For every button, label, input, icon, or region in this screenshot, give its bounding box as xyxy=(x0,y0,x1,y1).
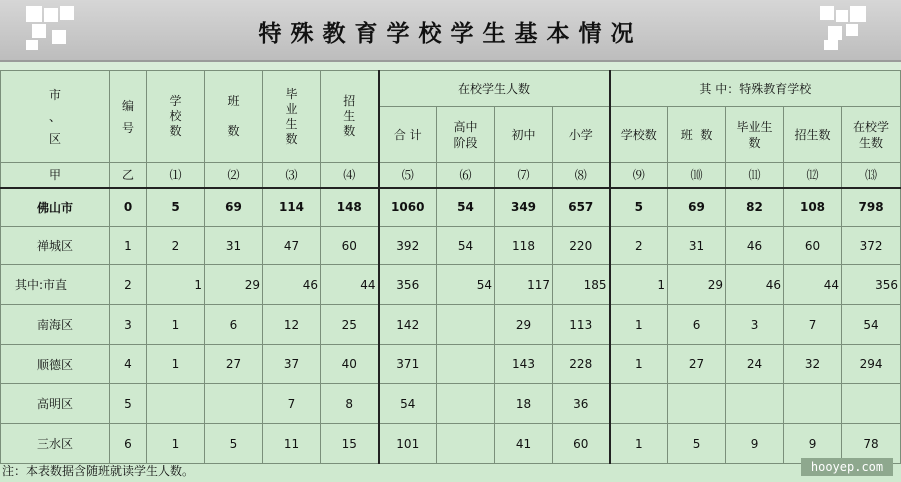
cell xyxy=(205,384,263,424)
cell: 5 xyxy=(147,188,205,227)
cell: 36 xyxy=(553,384,610,424)
cell: 54 xyxy=(437,188,495,227)
code-cell: ⑾ xyxy=(726,163,784,188)
cell: 2 xyxy=(610,227,668,265)
cell: 6 xyxy=(205,305,263,345)
cell: 44 xyxy=(321,265,379,305)
cell xyxy=(668,384,726,424)
code-cell: ⑼ xyxy=(610,163,668,188)
row-num: 4 xyxy=(110,345,147,384)
code-cell: ⒀ xyxy=(842,163,901,188)
cell xyxy=(437,424,495,464)
cell xyxy=(437,305,495,345)
cell: 54 xyxy=(437,265,495,305)
cell: 1 xyxy=(610,265,668,305)
cell: 12 xyxy=(263,305,321,345)
cell: 5 xyxy=(610,188,668,227)
cell: 371 xyxy=(379,345,437,384)
cell: 1 xyxy=(610,424,668,464)
cell: 60 xyxy=(784,227,842,265)
code-cell: ⑽ xyxy=(668,163,726,188)
table-row xyxy=(1,188,901,227)
title-banner xyxy=(0,0,901,62)
table-row xyxy=(1,265,901,305)
col-graduates: 毕 业 生 数 xyxy=(263,71,321,163)
cell: 220 xyxy=(553,227,610,265)
cell xyxy=(437,345,495,384)
col-classes: 班 数 xyxy=(205,71,263,163)
code-cell: 甲 xyxy=(1,163,110,188)
cell: 1060 xyxy=(379,188,437,227)
cell: 60 xyxy=(553,424,610,464)
cell: 27 xyxy=(668,345,726,384)
cell: 2 xyxy=(147,227,205,265)
row-num: 6 xyxy=(110,424,147,464)
cell: 8 xyxy=(321,384,379,424)
cell: 54 xyxy=(437,227,495,265)
header-row-1 xyxy=(1,71,901,107)
table-row xyxy=(1,384,901,424)
cell xyxy=(147,384,205,424)
cell: 41 xyxy=(495,424,553,464)
cell: 18 xyxy=(495,384,553,424)
cell: 32 xyxy=(784,345,842,384)
row-num: 0 xyxy=(110,188,147,227)
cell: 25 xyxy=(321,305,379,345)
watermark: hooyep.com xyxy=(801,458,893,476)
cell: 148 xyxy=(321,188,379,227)
code-cell: ⑷ xyxy=(321,163,379,188)
row-name: 其中:市直 xyxy=(1,265,110,305)
cell: 29 xyxy=(205,265,263,305)
footnote: 注：本表数据含随班就读学生人数。 xyxy=(2,464,195,478)
row-name: 高明区 xyxy=(1,384,110,424)
code-cell: 乙 xyxy=(110,163,147,188)
cell: 7 xyxy=(263,384,321,424)
cell: 1 xyxy=(147,305,205,345)
col-primary: 小学 xyxy=(553,107,610,163)
cell xyxy=(610,384,668,424)
cell: 82 xyxy=(726,188,784,227)
cell: 1 xyxy=(147,345,205,384)
cell: 69 xyxy=(668,188,726,227)
cell: 7 xyxy=(784,305,842,345)
row-name: 南海区 xyxy=(1,305,110,345)
col-total: 合 计 xyxy=(379,107,437,163)
code-cell: ⑶ xyxy=(263,163,321,188)
col-num: 编 号 xyxy=(110,71,147,163)
cell: 54 xyxy=(842,305,901,345)
cell: 44 xyxy=(784,265,842,305)
cell: 78 xyxy=(842,424,901,464)
cell: 24 xyxy=(726,345,784,384)
code-cell: ⑵ xyxy=(205,163,263,188)
cell: 143 xyxy=(495,345,553,384)
separator xyxy=(0,62,901,70)
cell: 108 xyxy=(784,188,842,227)
cell: 31 xyxy=(668,227,726,265)
cell: 31 xyxy=(205,227,263,265)
code-cell: ⑺ xyxy=(495,163,553,188)
cell: 9 xyxy=(784,424,842,464)
code-cell: ⑿ xyxy=(784,163,842,188)
code-row xyxy=(1,163,901,188)
cell: 349 xyxy=(495,188,553,227)
col-enroll: 招 生 数 xyxy=(321,71,379,163)
cell: 54 xyxy=(379,384,437,424)
row-num: 5 xyxy=(110,384,147,424)
cell: 40 xyxy=(321,345,379,384)
col-sp-graduates: 毕业生 数 xyxy=(726,107,784,163)
cell: 657 xyxy=(553,188,610,227)
col-sp-schools: 学校数 xyxy=(610,107,668,163)
cell: 1 xyxy=(147,265,205,305)
cell: 6 xyxy=(668,305,726,345)
col-schools: 学 校 数 xyxy=(147,71,205,163)
data-table xyxy=(0,70,901,464)
cell: 3 xyxy=(726,305,784,345)
cell: 1 xyxy=(147,424,205,464)
row-name: 顺德区 xyxy=(1,345,110,384)
cell: 356 xyxy=(842,265,901,305)
cell: 113 xyxy=(553,305,610,345)
cell: 47 xyxy=(263,227,321,265)
cell: 185 xyxy=(553,265,610,305)
cell: 27 xyxy=(205,345,263,384)
col-highschool: 高中 阶段 xyxy=(437,107,495,163)
cell: 142 xyxy=(379,305,437,345)
code-cell: ⑹ xyxy=(437,163,495,188)
row-name: 三水区 xyxy=(1,424,110,464)
row-num: 3 xyxy=(110,305,147,345)
cell: 9 xyxy=(726,424,784,464)
cell: 392 xyxy=(379,227,437,265)
cell xyxy=(784,384,842,424)
cell: 228 xyxy=(553,345,610,384)
cell: 5 xyxy=(668,424,726,464)
cell: 118 xyxy=(495,227,553,265)
col-city: 市 、 区 xyxy=(1,71,110,163)
cell: 1 xyxy=(610,305,668,345)
code-cell: ⑴ xyxy=(147,163,205,188)
table-row xyxy=(1,345,901,384)
cell: 798 xyxy=(842,188,901,227)
cell: 11 xyxy=(263,424,321,464)
cell: 46 xyxy=(726,265,784,305)
cell: 294 xyxy=(842,345,901,384)
cell: 114 xyxy=(263,188,321,227)
cell xyxy=(842,384,901,424)
cell: 29 xyxy=(668,265,726,305)
row-num: 2 xyxy=(110,265,147,305)
col-group-special: 其 中：特殊教育学校 xyxy=(610,71,901,107)
cell xyxy=(726,384,784,424)
cell xyxy=(437,384,495,424)
cell: 372 xyxy=(842,227,901,265)
cell: 117 xyxy=(495,265,553,305)
cell: 37 xyxy=(263,345,321,384)
table-row xyxy=(1,227,901,265)
cell: 29 xyxy=(495,305,553,345)
row-name: 佛山市 xyxy=(1,188,110,227)
col-junior: 初中 xyxy=(495,107,553,163)
code-cell: ⑸ xyxy=(379,163,437,188)
cell: 69 xyxy=(205,188,263,227)
col-sp-classes: 班 数 xyxy=(668,107,726,163)
cell: 46 xyxy=(726,227,784,265)
cell: 15 xyxy=(321,424,379,464)
page-title: 特殊教育学校学生基本情况 xyxy=(258,21,643,47)
col-sp-enrolled: 在校学 生数 xyxy=(842,107,901,163)
row-num: 1 xyxy=(110,227,147,265)
col-sp-enroll: 招生数 xyxy=(784,107,842,163)
cell: 5 xyxy=(205,424,263,464)
row-name: 禅城区 xyxy=(1,227,110,265)
col-group-enrolled: 在校学生人数 xyxy=(379,71,610,107)
table-row xyxy=(1,424,901,464)
cell: 356 xyxy=(379,265,437,305)
cell: 1 xyxy=(610,345,668,384)
cell: 60 xyxy=(321,227,379,265)
cell: 46 xyxy=(263,265,321,305)
code-cell: ⑻ xyxy=(553,163,610,188)
cell: 101 xyxy=(379,424,437,464)
table-row xyxy=(1,305,901,345)
